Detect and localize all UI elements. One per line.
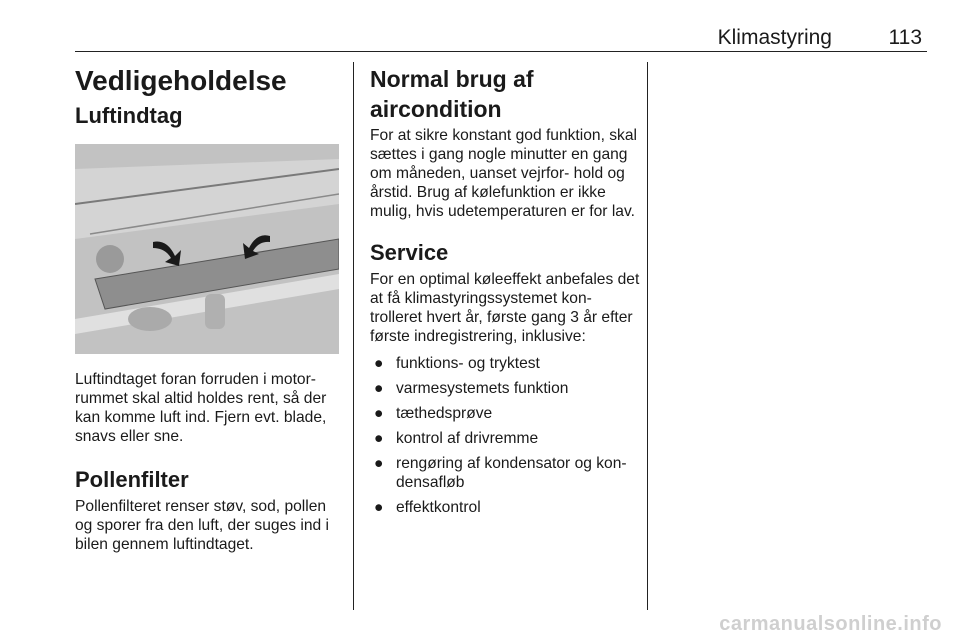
- luftindtag-paragraph: Luftindtaget foran forruden i motor- rummet skal altid holdes rent, så der kan komme luft ind. Fjern evt. blade, snavs eller sne.: [75, 371, 327, 445]
- bullet-icon: ●: [374, 430, 384, 447]
- bullet-icon: ●: [374, 499, 384, 516]
- header-rule: [75, 51, 927, 52]
- list-item: ● effektkontrol: [374, 499, 481, 516]
- pollenfilter-heading: Pollenfilter: [75, 467, 189, 492]
- service-list: [370, 354, 640, 517]
- left-column: [75, 64, 343, 554]
- list-item: ● funktions- og tryktest: [374, 355, 540, 372]
- bullet-icon: ●: [374, 355, 384, 372]
- service-paragraph: For en optimal køleeffekt anbefales det at få klimastyringssystemet kon- trolleret hvert år, første gang 3 år efter første indregistrering, inklusive:: [370, 271, 640, 345]
- bullet-icon: ●: [374, 405, 384, 422]
- bullet-icon: ●: [374, 455, 384, 472]
- list-item: ● kontrol af drivremme: [374, 430, 539, 447]
- watermark: carmanualsonline.info: [719, 613, 942, 635]
- luftindtag-heading: Luftindtag: [75, 103, 183, 128]
- column-divider-1: [353, 62, 354, 610]
- section-title: Klimastyring: [717, 26, 832, 49]
- aircondition-heading: Normal brug af aircondition: [370, 66, 534, 122]
- chapter-title: Vedligeholdelse: [75, 65, 287, 96]
- list-item: ● rengøring af kondensator og kon- densafløb: [374, 455, 627, 491]
- bullet-icon: ●: [374, 380, 384, 397]
- list-item: ● varmesystemets funktion: [374, 380, 569, 397]
- pollenfilter-paragraph: Pollenfilteret renser støv, sod, pollen og sporer fra den luft, der suges ind i bilen gennem luftindtaget.: [75, 498, 329, 553]
- list-item: ● tæthedsprøve: [374, 405, 493, 422]
- engine-bay-photo: [75, 144, 339, 354]
- page-number: 113: [888, 26, 922, 49]
- right-column: [370, 64, 640, 523]
- aircondition-paragraph: For at sikre konstant god funktion, skal sættes i gang nogle minutter en gang om måneden, uanset vejrfor- hold og årstid. Brug af kølefunktion er ikke mulig, hvis udetemperaturen er for lav.: [370, 127, 637, 220]
- page-header: [75, 24, 927, 50]
- service-heading: Service: [370, 240, 449, 265]
- column-divider-2: [647, 62, 648, 610]
